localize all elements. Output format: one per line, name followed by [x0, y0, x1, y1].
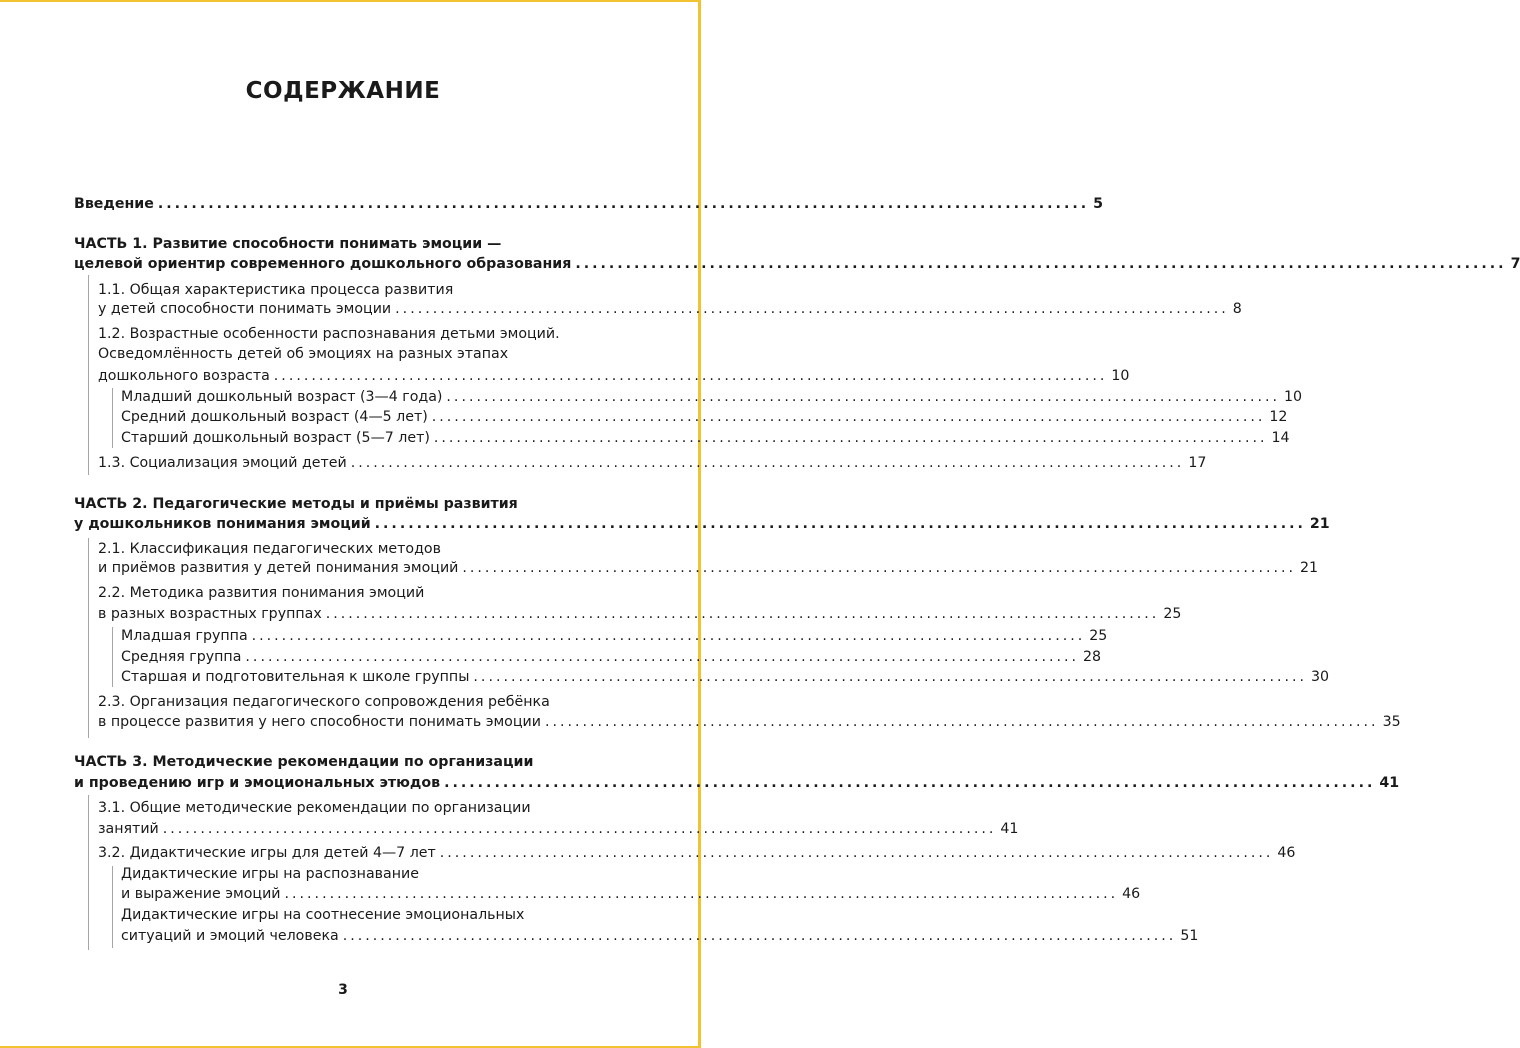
toc-entry-s3-1[interactable]	[98, 819, 1019, 839]
toc-entry-intro[interactable]	[74, 194, 1103, 214]
entry-title: занятий	[98, 821, 159, 837]
entry-page: 28	[1083, 649, 1102, 665]
s1-2-subbar	[112, 388, 113, 448]
part3-bar	[88, 795, 89, 950]
part1-bar	[88, 275, 89, 475]
entry-title: и проведению игр и эмоциональных этюдов	[74, 775, 441, 791]
entry-title: Старшая и подготовительная к школе группы	[121, 669, 470, 685]
toc-entry-s2-2[interactable]	[98, 604, 1182, 624]
entry-title: 3.2. Дидактические игры для детей 4—7 лет	[98, 845, 436, 861]
toc-s3-1-line1[interactable]: 3.1. Общие методические рекомендации по организации	[98, 800, 531, 816]
dot-leader: ...............................................................................................................	[284, 886, 1119, 902]
toc-entry-s1-1[interactable]	[98, 299, 1242, 319]
toc-s2-3-line1[interactable]: 2.3. Организация педагогического сопровождения ребёнка	[98, 694, 550, 710]
toc-part3-line1[interactable]: ЧАСТЬ 3. Методические рекомендации по организации	[74, 754, 534, 770]
toc-part1-line1[interactable]: ЧАСТЬ 1. Развитие способности понимать эмоции —	[74, 236, 502, 252]
dot-leader: ...............................................................................................................	[157, 196, 1090, 212]
toc-entry-s1-2c[interactable]	[121, 428, 1290, 448]
toc-s1-2-line2[interactable]: Осведомлённость детей об эмоциях на разных этапах	[98, 346, 509, 362]
toc-entry-s1-2b[interactable]	[121, 407, 1288, 427]
entry-page: 8	[1232, 301, 1242, 317]
dot-leader: ...............................................................................................................	[273, 368, 1108, 384]
toc-entry-s2-3[interactable]	[98, 712, 1401, 732]
toc-entry-s2-2c[interactable]	[121, 667, 1330, 687]
s3-2-subbar	[112, 866, 113, 948]
entry-title: Средняя группа	[121, 649, 242, 665]
toc-entry-part2[interactable]	[74, 514, 1330, 534]
toc-entry-s1-2a[interactable]	[121, 387, 1303, 407]
page-number: 3	[338, 982, 348, 998]
s2-2-subbar	[112, 627, 113, 687]
entry-title: 1.3. Социализация эмоций детей	[98, 455, 347, 471]
entry-page: 25	[1089, 628, 1108, 644]
entry-title: Старший дошкольный возраст (5—7 лет)	[121, 430, 430, 446]
toc-s1-2-line1[interactable]: 1.2. Возрастные особенности распознавания детьми эмоций.	[98, 326, 560, 342]
entry-title: Младший дошкольный возраст (3—4 года)	[121, 389, 443, 405]
toc-s3-2a-line1[interactable]: Дидактические игры на распознавание	[121, 866, 419, 882]
entry-title: в разных возрастных группах	[98, 606, 322, 622]
dot-leader: ...............................................................................................................	[544, 714, 1379, 730]
entry-title: Средний дошкольный возраст (4—5 лет)	[121, 409, 428, 425]
page-title: СОДЕРЖАНИЕ	[245, 78, 441, 104]
entry-page: 21	[1300, 560, 1319, 576]
dot-leader: ...............................................................................................................	[439, 845, 1274, 861]
entry-title: у дошкольников понимания эмоций	[74, 516, 371, 532]
entry-title: ситуаций и эмоций человека	[121, 928, 339, 944]
entry-page: 17	[1188, 455, 1207, 471]
entry-page: 30	[1311, 669, 1330, 685]
dot-leader: ...............................................................................................................	[462, 560, 1296, 576]
toc-s2-1-line1[interactable]: 2.1. Классификация педагогических методов	[98, 541, 441, 557]
toc-entry-s2-2a[interactable]	[121, 626, 1108, 646]
dot-leader: ...............................................................................................................	[162, 821, 997, 837]
dot-leader: ...............................................................................................................	[444, 775, 1376, 791]
entry-page: 5	[1093, 196, 1103, 212]
entry-title: Младшая группа	[121, 628, 248, 644]
entry-page: 10	[1284, 389, 1303, 405]
entry-title: и приёмов развития у детей понимания эмоций	[98, 560, 459, 576]
toc-entry-s3-2b[interactable]	[121, 926, 1199, 946]
dot-leader: ...............................................................................................................	[350, 455, 1185, 471]
entry-page: 25	[1163, 606, 1182, 622]
entry-page: 41	[1379, 775, 1400, 791]
dot-leader: ...............................................................................................................	[446, 389, 1281, 405]
toc-s3-2b-line1[interactable]: Дидактические игры на соотнесение эмоциональных	[121, 907, 525, 923]
entry-page: 46	[1122, 886, 1141, 902]
toc-entry-s1-2[interactable]	[98, 366, 1130, 386]
entry-title: целевой ориентир современного дошкольного образования	[74, 256, 572, 272]
entry-page: 7	[1510, 256, 1520, 272]
dot-leader: ...............................................................................................................	[395, 301, 1229, 317]
dot-leader: ...............................................................................................................	[433, 430, 1268, 446]
entry-page: 51	[1180, 928, 1199, 944]
dot-leader: ...............................................................................................................	[431, 409, 1266, 425]
toc-entry-s3-2a[interactable]	[121, 884, 1141, 904]
entry-page: 35	[1382, 714, 1401, 730]
entry-title: в процессе развития у него способности понимать эмоции	[98, 714, 541, 730]
toc-part2-line1[interactable]: ЧАСТЬ 2. Педагогические методы и приёмы развития	[74, 496, 518, 512]
dot-leader: ...............................................................................................................	[575, 256, 1507, 272]
dot-leader: ...............................................................................................................	[473, 669, 1308, 685]
dot-leader: ...............................................................................................................	[342, 928, 1177, 944]
entry-page: 14	[1271, 430, 1290, 446]
entry-page: 21	[1309, 516, 1330, 532]
entry-page: 46	[1277, 845, 1296, 861]
dot-leader: ...............................................................................................................	[325, 606, 1160, 622]
dot-leader: ...............................................................................................................	[251, 628, 1086, 644]
entry-page: 41	[1000, 821, 1019, 837]
toc-entry-s2-2b[interactable]	[121, 647, 1102, 667]
entry-title: и выражение эмоций	[121, 886, 281, 902]
entry-page: 12	[1269, 409, 1288, 425]
toc-s2-2-line1[interactable]: 2.2. Методика развития понимания эмоций	[98, 585, 425, 601]
dot-leader: ...............................................................................................................	[374, 516, 1306, 532]
toc-s1-1-line1[interactable]: 1.1. Общая характеристика процесса развития	[98, 282, 454, 298]
dot-leader: ...............................................................................................................	[245, 649, 1080, 665]
toc-entry-s2-1[interactable]	[98, 558, 1319, 578]
toc-entry-part1[interactable]	[74, 254, 1520, 274]
entry-page: 10	[1111, 368, 1130, 384]
entry-title: у детей способности понимать эмоции	[98, 301, 392, 317]
toc-entry-s1-3[interactable]	[98, 453, 1207, 473]
toc-entry-part3[interactable]	[74, 773, 1400, 793]
entry-title: дошкольного возраста	[98, 368, 270, 384]
toc-entry-s3-2[interactable]	[98, 843, 1296, 863]
part2-bar	[88, 538, 89, 738]
entry-title: Введение	[74, 196, 154, 212]
